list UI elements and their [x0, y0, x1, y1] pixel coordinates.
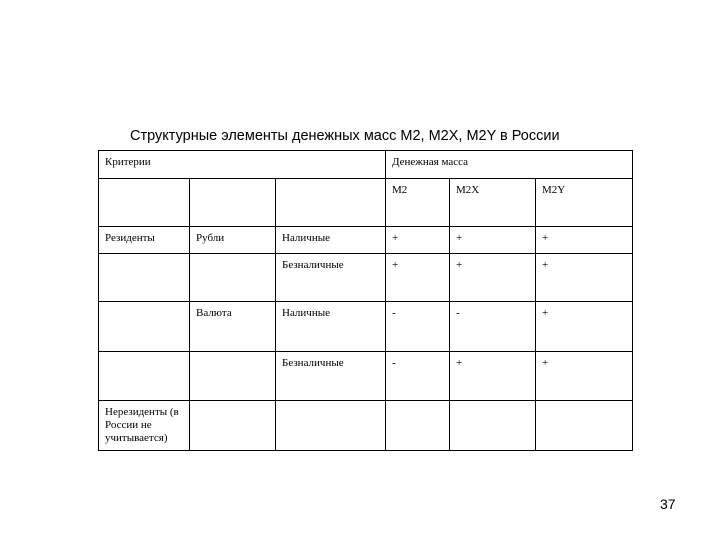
empty-cell	[99, 179, 190, 227]
empty-cell	[536, 401, 633, 451]
money-mass-table	[98, 150, 633, 451]
currency-cell: Валюта	[190, 302, 276, 352]
value-cell: +	[536, 302, 633, 352]
money-mass-header: Денежная масса	[386, 151, 633, 179]
value-cell: +	[536, 352, 633, 401]
value-cell: +	[450, 227, 536, 254]
slide-title: Структурные элементы денежных масс М2, М2Х, М2Y в России	[130, 128, 560, 144]
value-cell: +	[450, 352, 536, 401]
row-type: Безналичные	[276, 352, 386, 401]
col-m2y-header: М2Y	[536, 179, 633, 227]
row-type: Безналичные	[276, 254, 386, 302]
table-row	[99, 302, 633, 352]
empty-cell	[99, 254, 190, 302]
empty-cell	[450, 401, 536, 451]
table-row	[99, 401, 633, 451]
table-row	[99, 227, 633, 254]
value-cell: -	[386, 352, 450, 401]
column-header-row	[99, 179, 633, 227]
page-number: 37	[660, 496, 676, 512]
value-cell: +	[450, 254, 536, 302]
empty-cell	[190, 352, 276, 401]
empty-cell	[99, 302, 190, 352]
residents-cell: Резиденты	[99, 227, 190, 254]
value-cell: +	[386, 254, 450, 302]
nonresidents-cell: Нерезиденты (в России не учитывается)	[99, 401, 190, 451]
row-type: Наличные	[276, 227, 386, 254]
value-cell: +	[536, 227, 633, 254]
value-cell: +	[536, 254, 633, 302]
rubles-cell: Рубли	[190, 227, 276, 254]
header-row	[99, 151, 633, 179]
empty-cell	[99, 352, 190, 401]
empty-cell	[190, 401, 276, 451]
table-row	[99, 352, 633, 401]
empty-cell	[190, 179, 276, 227]
empty-cell	[386, 401, 450, 451]
empty-cell	[190, 254, 276, 302]
col-m2x-header: М2Х	[450, 179, 536, 227]
value-cell: -	[386, 302, 450, 352]
value-cell: -	[450, 302, 536, 352]
criteria-header: Критерии	[99, 151, 386, 179]
col-m2-header: М2	[386, 179, 450, 227]
value-cell: +	[386, 227, 450, 254]
empty-cell	[276, 179, 386, 227]
empty-cell	[276, 401, 386, 451]
table-row	[99, 254, 633, 302]
row-type: Наличные	[276, 302, 386, 352]
